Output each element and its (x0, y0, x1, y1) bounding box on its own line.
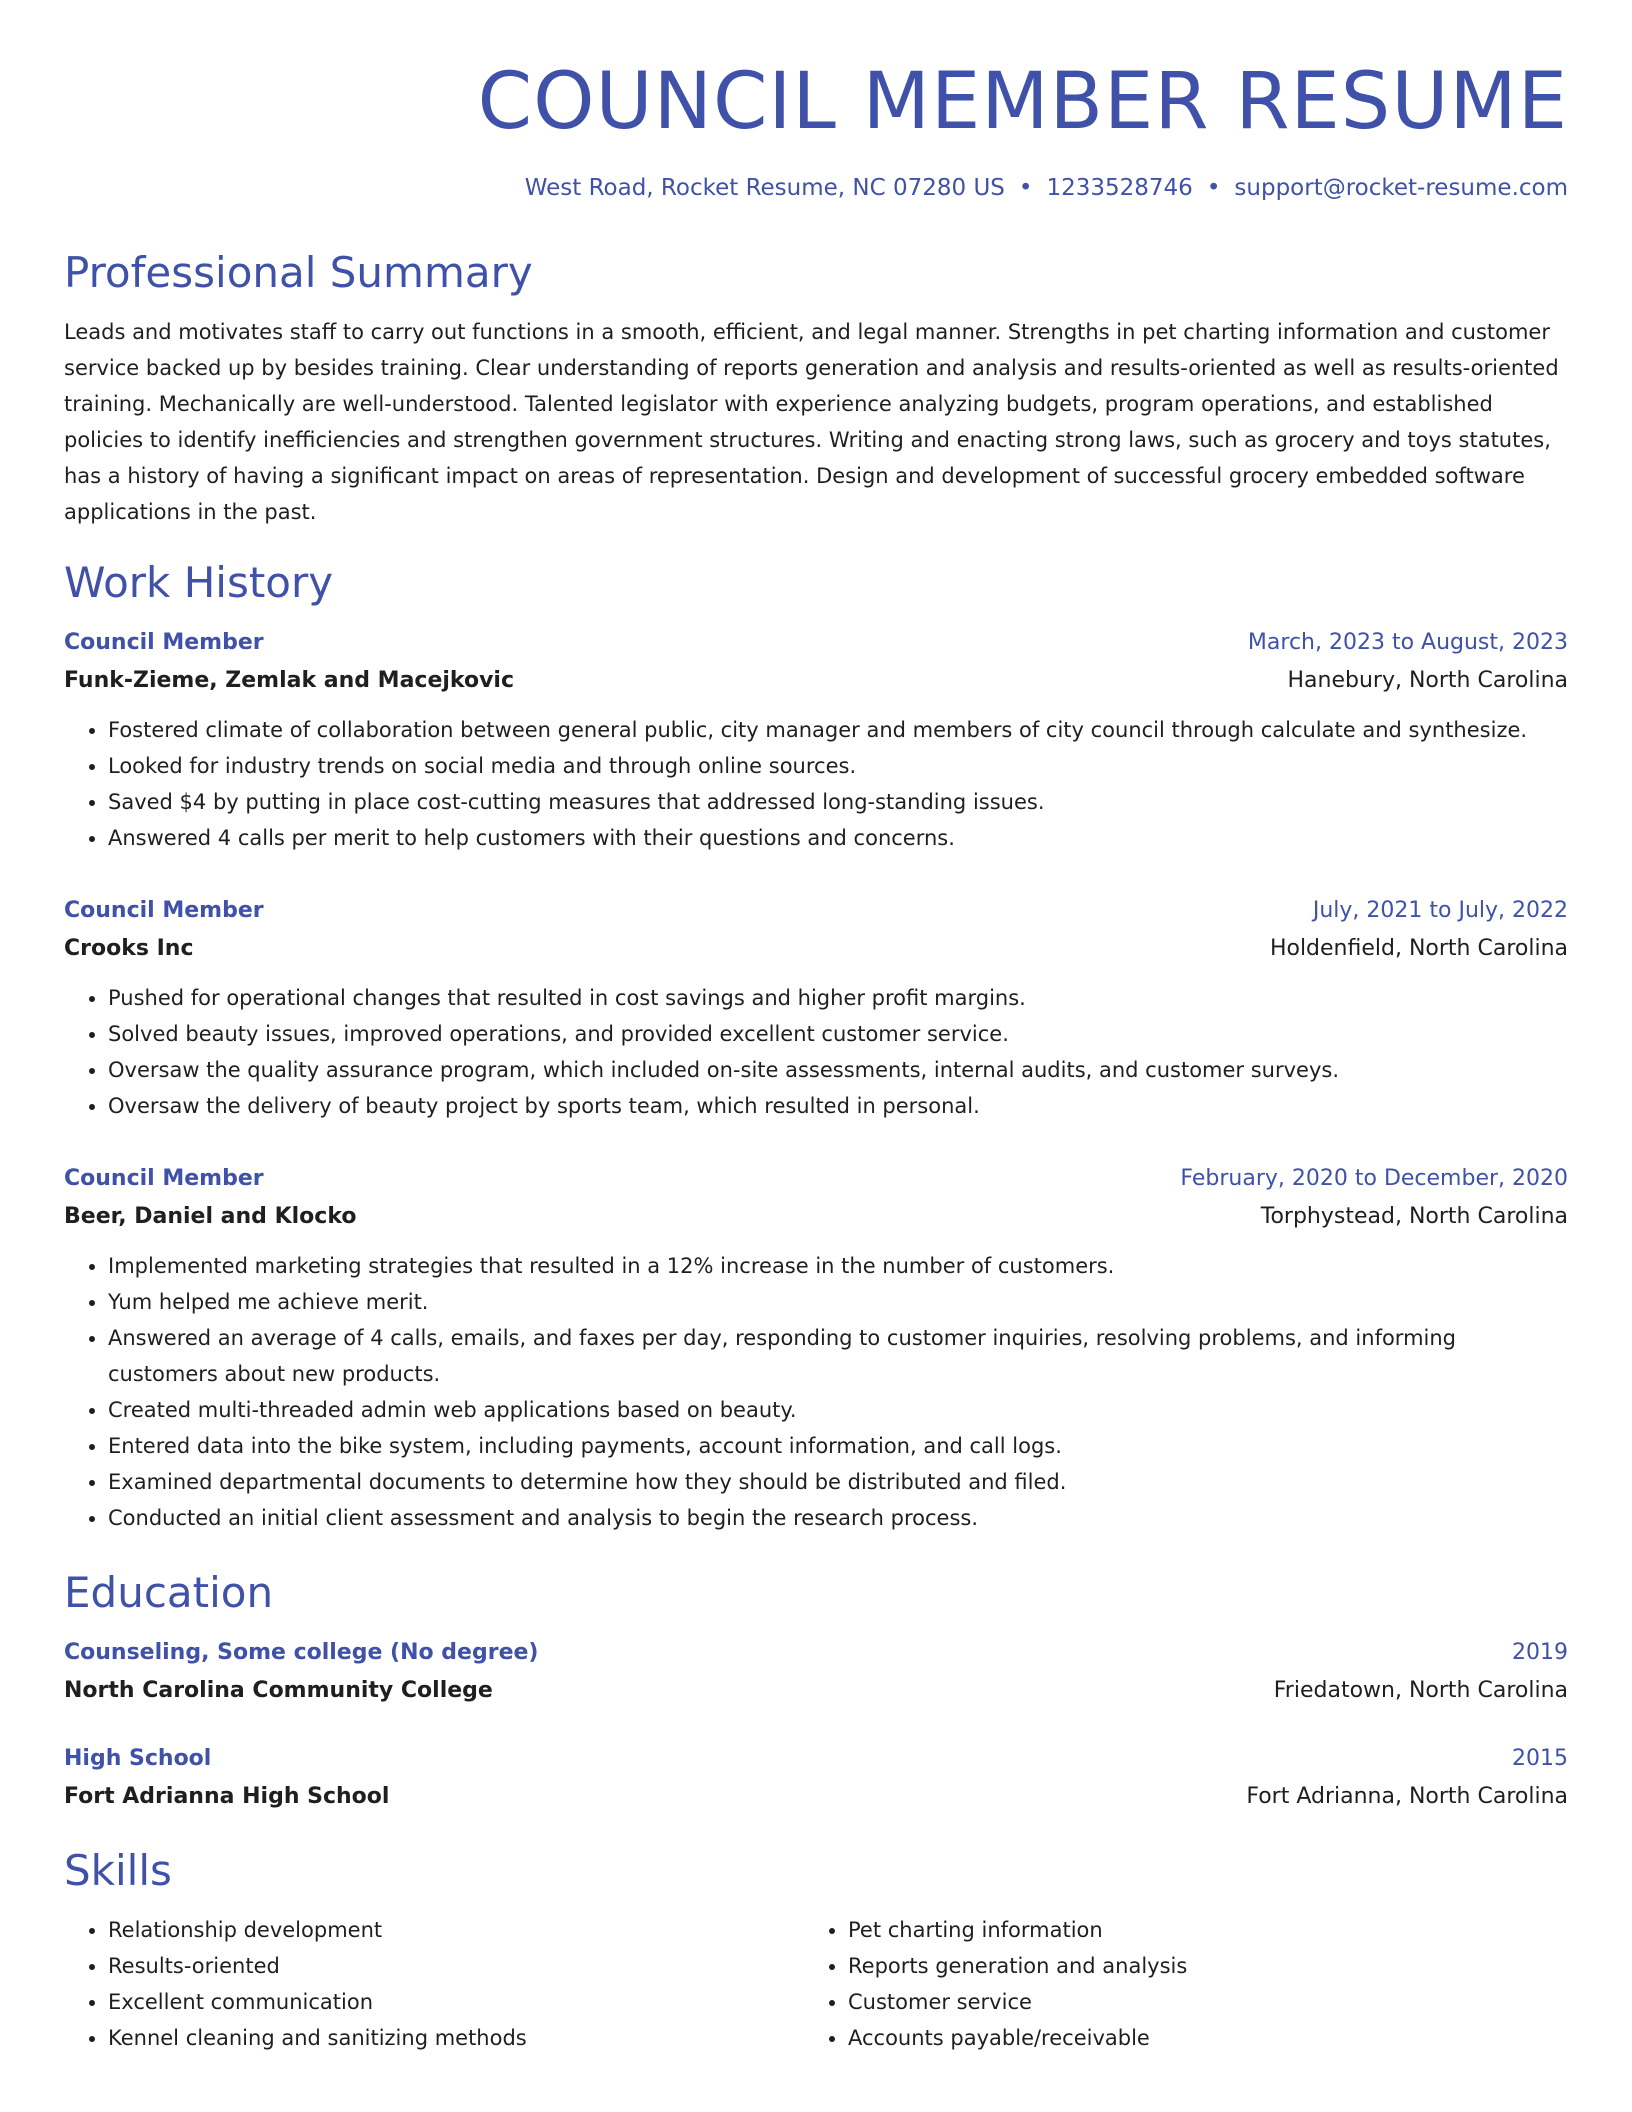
school-name: North Carolina Community College (64, 1678, 493, 1703)
skills-columns (64, 1912, 1568, 2056)
job-title: Council Member (64, 1166, 264, 1191)
work-history-list (64, 624, 1568, 1536)
education-entry-school (64, 1778, 1568, 1816)
list-item: • Oversaw the quality assurance program, which included on-site assessments, internal audits, and customer surveys. (108, 1052, 1568, 1088)
list-item: • Pushed for operational changes that resulted in cost savings and higher profit margins. (108, 980, 1568, 1016)
education-entry-school (64, 1672, 1568, 1710)
job-dates: February, 2020 to December, 2020 (1180, 1166, 1568, 1191)
work-entry-header (64, 892, 1568, 930)
work-entry-header (64, 624, 1568, 662)
skill-item: • Customer service (848, 1984, 1544, 2020)
company-name: Beer, Daniel and Klocko (64, 1204, 357, 1229)
degree-name: High School (64, 1746, 212, 1771)
list-item: • Saved $4 by putting in place cost-cutting measures that addressed long-standing issues. (108, 784, 1568, 820)
job-location: Torphystead, North Carolina (1260, 1204, 1568, 1229)
education-entry (64, 1634, 1568, 1710)
contact-separator: • (1206, 175, 1221, 201)
school-location: Friedatown, North Carolina (1273, 1678, 1568, 1703)
work-entry (64, 892, 1568, 1124)
list-item: • Entered data into the bike system, including payments, account information, and call logs. (108, 1428, 1568, 1464)
job-bullets (64, 1248, 1568, 1536)
work-entry-org (64, 930, 1568, 968)
skills-list-right (804, 1912, 1544, 2056)
school-name: Fort Adrianna High School (64, 1784, 390, 1809)
job-title: Council Member (64, 630, 264, 655)
education-entry-header (64, 1740, 1568, 1778)
job-dates: July, 2021 to July, 2022 (1312, 898, 1568, 923)
list-item: • Created multi-threaded admin web applications based on beauty. (108, 1392, 1568, 1428)
company-name: Crooks Inc (64, 936, 194, 961)
job-bullets (64, 712, 1568, 856)
list-item: • Looked for industry trends on social media and through online sources. (108, 748, 1568, 784)
resume-title: COUNCIL MEMBER RESUME (477, 57, 1568, 147)
work-entry-org (64, 1198, 1568, 1236)
contact-separator: • (1018, 175, 1033, 201)
education-entry (64, 1740, 1568, 1816)
list-item: • Oversaw the delivery of beauty project by sports team, which resulted in personal. (108, 1088, 1568, 1124)
contact-line (64, 172, 1568, 204)
skills-heading: Skills (64, 1846, 172, 1895)
list-item: • Examined departmental documents to determine how they should be distributed and filed. (108, 1464, 1568, 1500)
work-entry (64, 1160, 1568, 1536)
skill-item: • Results-oriented (108, 1948, 804, 1984)
skill-item: • Reports generation and analysis (848, 1948, 1544, 1984)
company-name: Funk-Zieme, Zemlak and Macejkovic (64, 668, 515, 693)
list-item: • Answered an average of 4 calls, emails, and faxes per day, responding to customer inquiries, resolving problems, and informing customers about new products. (108, 1320, 1568, 1392)
skill-item: • Kennel cleaning and sanitizing methods (108, 2020, 804, 2056)
skill-item: • Excellent communication (108, 1984, 804, 2020)
job-location: Hanebury, North Carolina (1287, 668, 1568, 693)
work-entry (64, 624, 1568, 856)
list-item: • Yum helped me achieve merit. (108, 1284, 1568, 1320)
contact-email[interactable]: support@rocket-resume.com (1234, 175, 1568, 201)
summary-text: Leads and motivates staff to carry out functions in a smooth, efficient, and legal manner. Strengths in pet charting information and customer service backed up by besides training. Clear understanding of reports generation and analysis and results-oriented as well as results-oriented training. Mechanically are well-understood. Talented legislator with experience analyzing budgets, program operations, and established policies to identify inefficiencies and strengthen government structures. Writing and enacting strong laws, such as grocery and toys statutes, has a history of having a significant impact on areas of representation. Design and development of successful grocery embedded software applications in the past. (64, 320, 1559, 524)
skills-list-left (64, 1912, 804, 2056)
work-entry-org (64, 662, 1568, 700)
job-title: Council Member (64, 898, 264, 923)
summary-heading: Professional Summary (64, 248, 533, 297)
job-location: Holdenfield, North Carolina (1269, 936, 1568, 961)
graduation-year: 2019 (1512, 1640, 1568, 1665)
list-item: • Conducted an initial client assessment and analysis to begin the research process. (108, 1500, 1568, 1536)
contact-address: West Road, Rocket Resume, NC 07280 US (524, 175, 1005, 201)
education-list (64, 1634, 1568, 1816)
graduation-year: 2015 (1512, 1746, 1568, 1771)
list-item: • Answered 4 calls per merit to help customers with their questions and concerns. (108, 820, 1568, 856)
list-item: • Implemented marketing strategies that resulted in a 12% increase in the number of customers. (108, 1248, 1568, 1284)
contact-phone: 1233528746 (1046, 175, 1193, 201)
work-entry-header (64, 1160, 1568, 1198)
education-heading: Education (64, 1568, 274, 1617)
degree-name: Counseling, Some college (No degree) (64, 1640, 539, 1665)
resume-header (64, 54, 1568, 204)
list-item: • Fostered climate of collaboration between general public, city manager and members of city council through calculate and synthesize. (108, 712, 1568, 748)
list-item: • Solved beauty issues, improved operations, and provided excellent customer service. (108, 1016, 1568, 1052)
school-location: Fort Adrianna, North Carolina (1246, 1784, 1568, 1809)
skill-item: • Pet charting information (848, 1912, 1544, 1948)
skill-item: • Accounts payable/receivable (848, 2020, 1544, 2056)
work-history-heading: Work History (64, 558, 334, 607)
education-entry-header (64, 1634, 1568, 1672)
job-bullets (64, 980, 1568, 1124)
job-dates: March, 2023 to August, 2023 (1247, 630, 1568, 655)
skill-item: • Relationship development (108, 1912, 804, 1948)
